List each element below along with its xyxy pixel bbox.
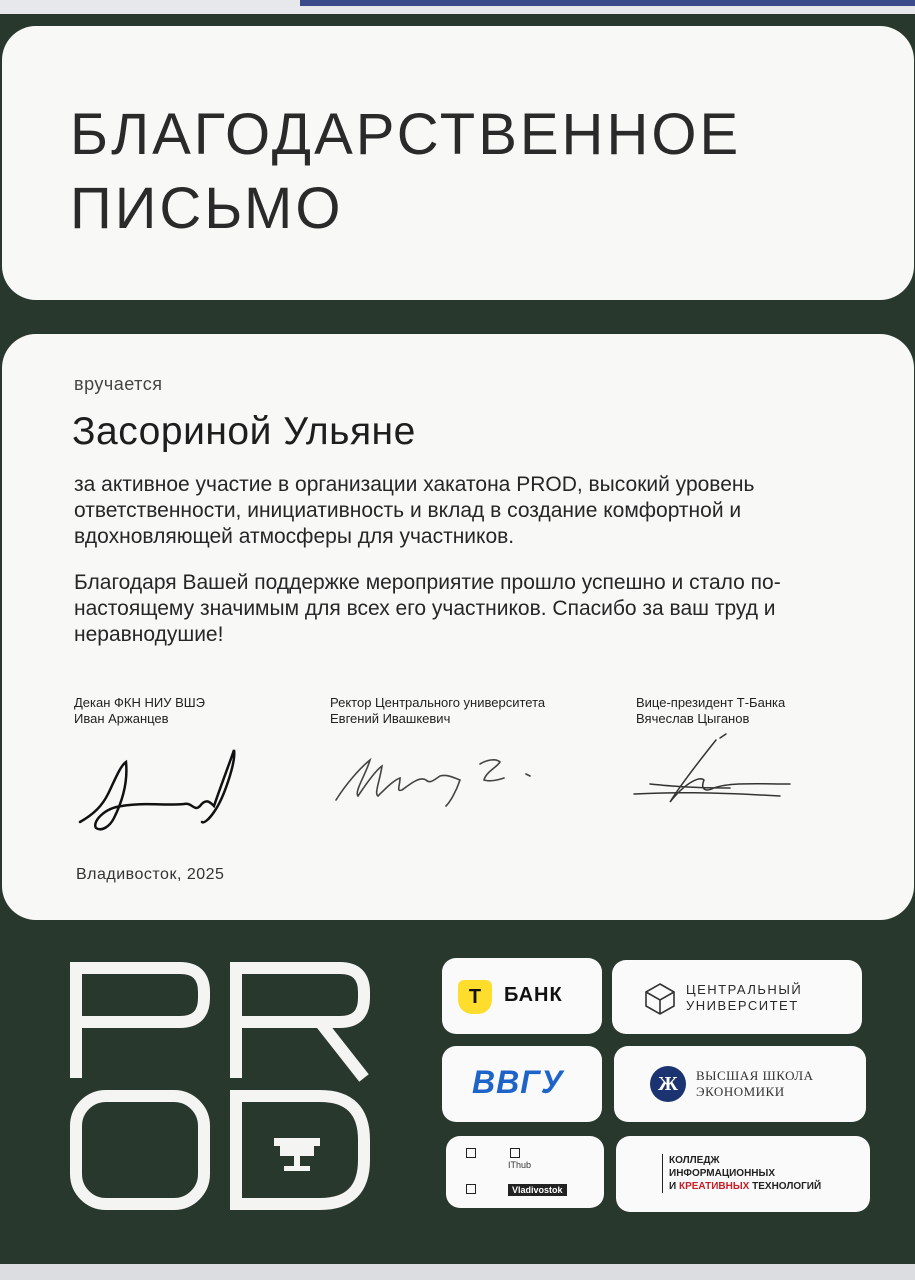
ithub-name: IThub bbox=[508, 1160, 532, 1170]
ithub-city: Vladivostok bbox=[508, 1184, 567, 1196]
signatory-title: Декан ФКН НИУ ВШЭ bbox=[74, 695, 206, 710]
cu-line-1: ЦЕНТРАЛЬНЫЙ bbox=[686, 982, 803, 997]
gratitude-paragraph-1: за активное участие в организации хакатона PROD, высокий уровень ответственности, инициативность и вклад в создание комфортной и вдохновляющей атмосферы для участников. bbox=[74, 473, 755, 548]
hse-line-1: ВЫСШАЯ ШКОЛА bbox=[696, 1068, 814, 1083]
recipient-name: Засориной Ульяне bbox=[72, 410, 416, 453]
signatory-name: Вячеслав Цыганов bbox=[636, 711, 750, 726]
partner-tbank-logo bbox=[442, 958, 602, 1034]
signatory-name: Евгений Ивашкевич bbox=[330, 711, 451, 726]
signature-vice-president bbox=[630, 730, 800, 820]
hse-emblem-icon: Ж bbox=[650, 1066, 686, 1102]
partner-hse-logo bbox=[614, 1046, 866, 1122]
kit-line-1: КОЛЛЕДЖ bbox=[669, 1155, 720, 1166]
signatory-title: Ректор Центрального университета bbox=[330, 695, 546, 710]
photo-top-edge-blue bbox=[300, 0, 915, 6]
partner-kit-logo bbox=[616, 1136, 870, 1212]
square-icon bbox=[466, 1148, 476, 1158]
kit-name bbox=[662, 1154, 821, 1193]
tbank-name: БАНК bbox=[504, 984, 563, 1006]
signatory-title: Вице-президент Т-Банка bbox=[636, 695, 786, 710]
partner-central-university-logo bbox=[612, 960, 862, 1034]
presented-to-label: вручается bbox=[74, 374, 163, 394]
kit-line-3-accent: КРЕАТИВНЫХ bbox=[678, 1181, 750, 1192]
central-university-name bbox=[686, 982, 802, 1014]
signatory-dean bbox=[74, 695, 205, 727]
prod-logo bbox=[70, 958, 380, 1218]
hse-line-2: ЭКОНОМИКИ bbox=[696, 1084, 785, 1099]
partner-vvgu-logo bbox=[442, 1046, 602, 1122]
hse-name bbox=[696, 1068, 814, 1100]
square-icon bbox=[466, 1184, 476, 1194]
signatory-vice-president bbox=[636, 695, 785, 727]
place-and-year: Владивосток, 2025 bbox=[76, 866, 225, 883]
kit-line-2: ИНФОРМАЦИОННЫХ bbox=[669, 1168, 775, 1179]
kit-line-3-post: ТЕХНОЛОГИЙ bbox=[749, 1181, 822, 1192]
signatory-name: Иван Аржанцев bbox=[74, 711, 169, 726]
square-icon bbox=[510, 1148, 520, 1158]
cu-line-2: УНИВЕРСИТЕТ bbox=[686, 998, 799, 1013]
vvgu-name: ВВГУ bbox=[472, 1064, 564, 1100]
title-line-2: ПИСЬМО bbox=[70, 176, 344, 241]
kit-line-3-pre: И bbox=[669, 1181, 679, 1192]
signatory-rector bbox=[330, 695, 545, 727]
trophy-icon bbox=[274, 1138, 320, 1171]
signature-rector bbox=[330, 740, 560, 820]
partner-ithub-logo bbox=[446, 1136, 604, 1208]
signature-dean bbox=[74, 742, 244, 842]
certificate-title bbox=[70, 98, 741, 246]
photo-bottom-edge bbox=[0, 1264, 915, 1280]
tbank-shield-icon: T bbox=[458, 980, 492, 1014]
gratitude-paragraph-2: Благодаря Вашей поддержке мероприятие прошло успешно и стало по-настоящему значимым для всех его участников. Спасибо за ваш труд и неравнодушие! bbox=[74, 571, 781, 646]
kit-line-3 bbox=[669, 1180, 821, 1193]
cube-icon bbox=[642, 980, 678, 1016]
title-line-1: БЛАГОДАРСТВЕННОЕ bbox=[70, 102, 742, 167]
